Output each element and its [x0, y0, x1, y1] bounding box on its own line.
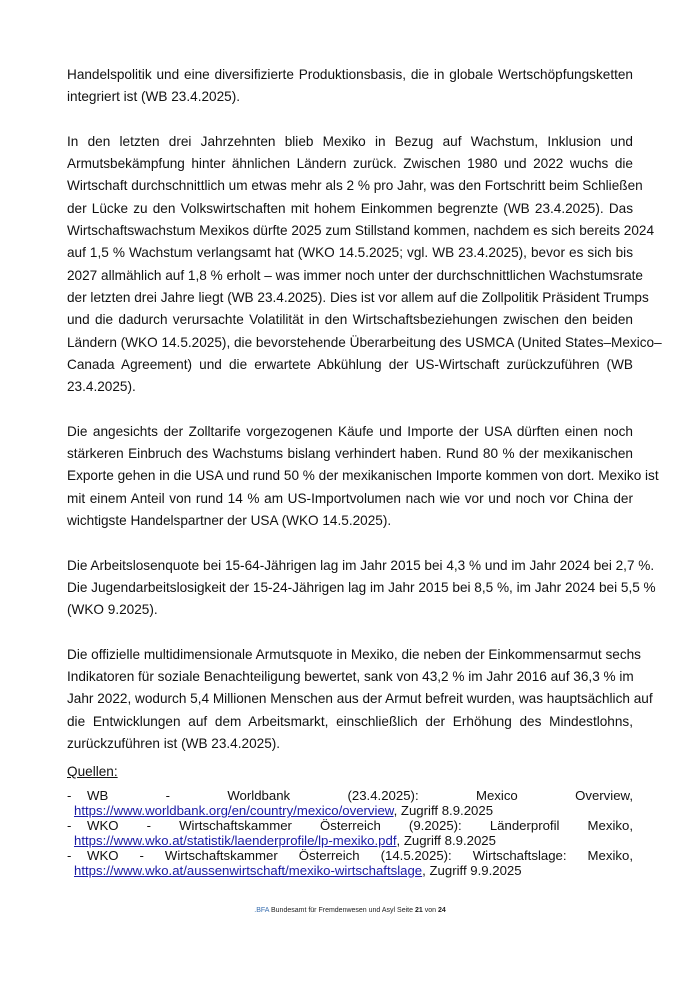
source-access-date: , Zugriff 8.9.2025: [396, 833, 496, 848]
text-line: Wirtschaft durchschnittlich um etwas mehr als 2 % pro Jahr, was den Fortschritt beim Schließen: [67, 178, 643, 194]
text-line: In den letzten drei Jahrzehnten blieb Mexiko in Bezug auf Wachstum, Inklusion und: [67, 133, 633, 149]
text-line: stärkeren Einbruch des Wachstums bislang verhindert haben. Rund 80 % der mexikanischen: [67, 446, 633, 462]
text-line: Ländern (WKO 14.5.2025), die bevorstehende Überarbeitung des USMCA (United States–Mexico–: [67, 334, 662, 350]
text-line: (WKO 9.2025).: [67, 602, 158, 618]
source-item: [67, 848, 633, 878]
text-line: mit einem Anteil von rund 14 % am US-Importvolumen nach wie vor und noch vor China der: [67, 490, 633, 506]
sources-list: [67, 788, 633, 878]
text-line: wichtigste Handelspartner der USA (WKO 14.5.2025).: [67, 512, 392, 528]
source-citation: WKO - Wirtschaftskammer Österreich (9.2025): Länderprofil Mexiko,: [87, 818, 633, 833]
footer-of: von: [422, 907, 438, 914]
text-line: Indikatoren für soziale Benachteiligung bewertet, sank von 43,2 % im Jahr 2016 auf 36,3 % im: [67, 669, 634, 685]
page-number: 21: [414, 907, 423, 914]
text-line: Jahr 2022, wodurch 5,4 Millionen Menschen aus der Armut befreit wurden, was hauptsächlich auf: [67, 691, 653, 707]
source-link[interactable]: https://www.wko.at/statistik/laenderprofile/lp-mexiko.pdf: [74, 833, 397, 848]
text-line: Handelspolitik und eine diversifizierte Produktionsbasis, die in globale Wertschöpfungsketten: [67, 67, 633, 82]
text-line: Die angesichts der Zolltarife vorgezogenen Käufe und Importe der USA dürften einen noch: [67, 423, 633, 439]
paragraph: [67, 131, 662, 399]
text-line: Armutsbekämpfung hinter ähnlichen Ländern zurück. Zwischen 1980 und 2022 wuchs die: [67, 156, 633, 172]
text-line: Die Arbeitslosenquote bei 15-64-Jährigen lag im Jahr 2015 bei 4,3 % und im Jahr 2024 bei 2,7 %.: [67, 557, 655, 573]
paragraph: [67, 644, 653, 755]
body-text: [67, 64, 662, 778]
source-citation: WB - Worldbank (23.4.2025): Mexico Overview,: [87, 788, 633, 803]
footer-text: Bundesamt für Fremdenwesen und Asyl Seite: [269, 907, 415, 914]
page-footer: [0, 907, 700, 914]
bullet-dash: -: [67, 788, 72, 803]
text-line: Exporte gehen in die USA und rund 50 % der mexikanischen Importe kommen von dort. Mexiko ist: [67, 468, 659, 484]
paragraph: [67, 421, 659, 532]
text-line: auf 1,5 % Wachstum verlangsamt hat (WKO 14.5.2025; vgl. WB 23.4.2025), bevor es sich bis: [67, 245, 633, 261]
text-line: 2027 allmählich auf 1,8 % erholt – was immer noch unter der durchschnittlichen Wachstumsrate: [67, 267, 643, 283]
text-line: und die dadurch verursachte Volatilität in den Wirtschaftsbeziehungen zwischen den beiden: [67, 312, 633, 328]
bullet-dash: -: [67, 848, 72, 863]
paragraph: [67, 555, 656, 622]
text-line: Die offizielle multidimensionale Armutsquote in Mexiko, die neben der Einkommensarmut sechs: [67, 646, 641, 662]
page-total: 24: [437, 907, 446, 914]
text-line: Die Jugendarbeitslosigkeit der 15-24-Jährigen lag im Jahr 2015 bei 8,5 %, im Jahr 2024 bei 5,5 %: [67, 579, 656, 595]
text-line: die Entwicklungen auf dem Arbeitsmarkt, einschließlich der Erhöhung des Mindestlohns,: [67, 713, 633, 729]
source-link[interactable]: https://www.worldbank.org/en/country/mexico/overview: [74, 803, 394, 818]
text-line: Canada Agreement) und die erwartete Abkühlung der US-Wirtschaft zurückzuführen (WB: [67, 356, 633, 372]
bullet-dash: -: [67, 818, 72, 833]
source-link[interactable]: https://www.wko.at/aussenwirtschaft/mexiko-wirtschaftslage: [74, 863, 423, 878]
source-item: [67, 818, 633, 848]
text-line: der Lücke zu den Volkswirtschaften mit hohem Einkommen begrenzte (WB 23.4.2025). Das: [67, 200, 633, 216]
source-access-date: , Zugriff 8.9.2025: [393, 803, 494, 818]
source-access-date: , Zugriff 9.9.2025: [422, 863, 522, 878]
sources-heading: Quellen:: [67, 764, 118, 779]
text-line: Wirtschaftswachstum Mexikos dürfte 2025 zum Stillstand kommen, nachdem es sich bereits 2024: [67, 223, 655, 239]
paragraph: [67, 64, 633, 109]
source-item: [67, 788, 633, 818]
text-line: der letzten drei Jahre liegt (WB 23.4.2025). Dies ist vor allem auf die Zollpolitik Präsident Trumps: [67, 289, 649, 305]
text-line: zurückzuführen ist (WB 23.4.2025).: [67, 735, 281, 751]
text-line: 23.4.2025).: [67, 379, 136, 395]
bfa-logo-text: .BFA: [254, 907, 270, 914]
text-line: integriert ist (WB 23.4.2025).: [67, 89, 241, 105]
source-citation: WKO - Wirtschaftskammer Österreich (14.5.2025): Wirtschaftslage: Mexiko,: [87, 848, 633, 863]
